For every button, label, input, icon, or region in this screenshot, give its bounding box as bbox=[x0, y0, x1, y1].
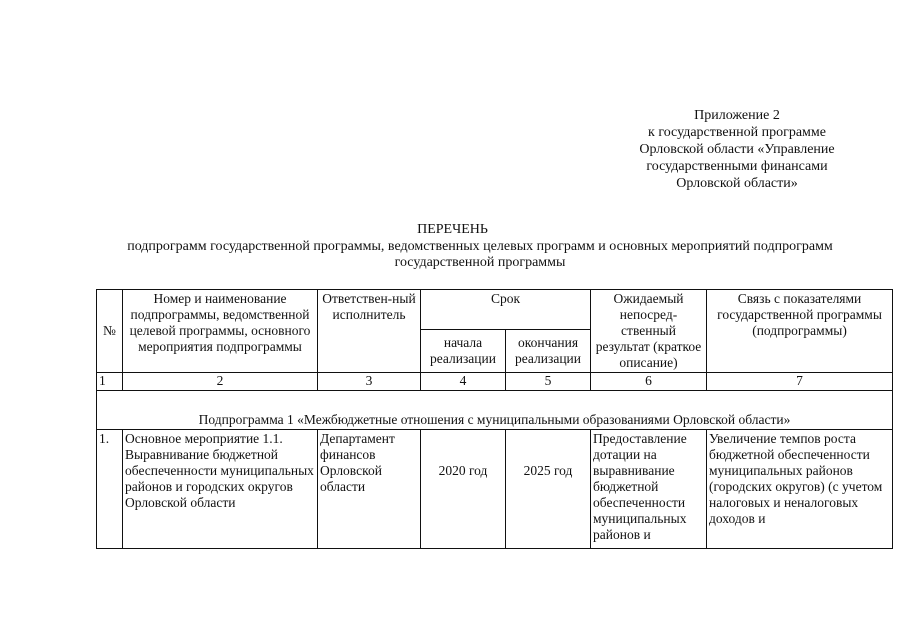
document-subtitle bbox=[60, 239, 900, 271]
annex-line-4: государственными финансами bbox=[646, 159, 828, 174]
column-numbers-row bbox=[97, 373, 893, 391]
annex-block bbox=[612, 107, 862, 192]
document-subtitle-line-2: государственной программы bbox=[394, 255, 566, 270]
column-number: 2 bbox=[123, 373, 318, 391]
column-number: 3 bbox=[318, 373, 421, 391]
header-term: Срок bbox=[421, 290, 591, 330]
row-end-text: 2025 год bbox=[523, 463, 573, 478]
column-number: 5 bbox=[506, 373, 591, 391]
row-no-text: 1. bbox=[99, 431, 110, 446]
annex-line-1: Приложение 2 bbox=[694, 108, 780, 123]
header-row bbox=[97, 290, 893, 330]
header-start: начала реализации bbox=[421, 330, 506, 373]
header-responsible: Ответствен-ный исполнитель bbox=[318, 290, 421, 373]
subprogram-title: Подпрограмма 1 «Межбюджетные отношения с муниципальными образованиями Орловской области» bbox=[97, 391, 893, 430]
row-name-text: Основное мероприятие 1.1. Выравнивание бюджетной обеспеченности муниципальных районов и городских округов Орловской области bbox=[125, 431, 314, 510]
annex-line-2: к государственной программе bbox=[648, 125, 826, 140]
row-link-text: Увеличение темпов роста бюджетной обеспеченности муниципальных районов (городских округов) (с учетом налоговых и неналоговых доходов и bbox=[709, 431, 883, 526]
row-no bbox=[97, 430, 123, 549]
page-bottom-margin bbox=[96, 570, 896, 640]
header-no: № bbox=[97, 290, 123, 373]
column-number: 7 bbox=[707, 373, 893, 391]
program-list-table bbox=[96, 289, 893, 549]
column-number: 4 bbox=[421, 373, 506, 391]
header-name: Номер и наименование подпрограммы, ведомственной целевой программы, основного мероприятия подпрограммы bbox=[123, 290, 318, 373]
header-link: Связь с показателями государственной программы (подпрограммы) bbox=[707, 290, 893, 373]
row-responsible bbox=[318, 430, 421, 549]
table-row bbox=[97, 430, 893, 549]
header-result: Ожидаемый непосред-ственный результат (краткое описание) bbox=[591, 290, 707, 373]
row-responsible-text: Департамент финансов Орловской области bbox=[320, 431, 395, 494]
row-end bbox=[506, 430, 591, 549]
row-start bbox=[421, 430, 506, 549]
subprogram-row bbox=[97, 391, 893, 430]
column-number: 6 bbox=[591, 373, 707, 391]
row-start-text: 2020 год bbox=[438, 463, 488, 478]
row-result-text: Предоставление дотации на выравнивание бюджетной обеспеченности муниципальных районов и bbox=[593, 431, 687, 542]
document-title: ПЕРЕЧЕНЬ bbox=[417, 222, 488, 237]
header-end: окончания реализации bbox=[506, 330, 591, 373]
annex-line-3: Орловской области «Управление bbox=[639, 142, 835, 157]
row-link bbox=[707, 430, 893, 549]
row-result bbox=[591, 430, 707, 549]
annex-line-5: Орловской области» bbox=[676, 176, 798, 191]
row-name bbox=[123, 430, 318, 549]
document-subtitle-line-1: подпрограмм государственной программы, ведомственных целевых программ и основных мероприятий подпрограмм bbox=[127, 239, 833, 254]
column-number: 1 bbox=[97, 373, 123, 391]
